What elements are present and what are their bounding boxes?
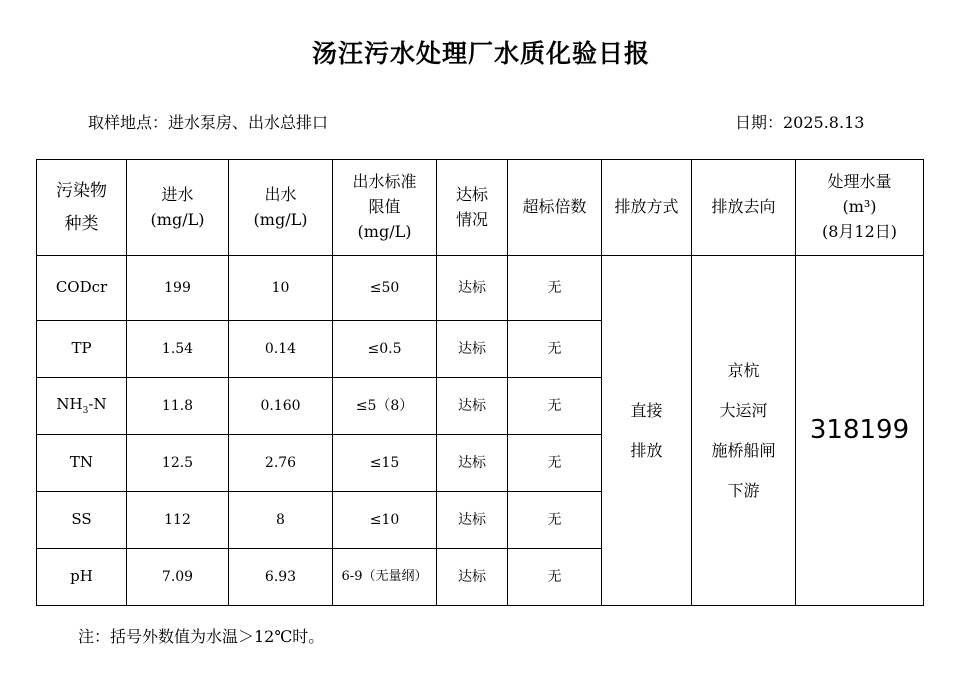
outflow-value: 10 [229,256,333,321]
header-pollutant-line2: 种类 [64,213,99,234]
header-volume-line3: (8月12日) [821,221,898,241]
inflow-value: 12.5 [127,435,229,492]
outflow-value: 0.14 [229,321,333,378]
table-header-row [37,160,924,256]
exceed-value: 无 [508,378,602,435]
discharge-destination-line: 施桥船闸 [711,440,776,460]
limit-value: ≤0.5 [333,321,437,378]
discharge-method [602,256,692,606]
status-value: 达标 [437,549,508,606]
footnote: 注：括号外数值为水温＞12℃时。 [78,627,325,646]
pollutant-name: pH [37,549,127,606]
header-volume-line2: (m³) [842,197,877,217]
status-value: 达标 [437,321,508,378]
discharge-destination-line: 京杭 [727,360,760,380]
limit-value: ≤5（8） [333,378,437,435]
exceed-value: 无 [508,256,602,321]
pollutant-name-tail: -N [88,394,107,413]
exceed-value: 无 [508,435,602,492]
status-value: 达标 [437,378,508,435]
report-date: 日期：2025.8.13 [735,113,865,132]
sampling-location: 取样地点：进水泵房、出水总排口 [88,113,329,132]
discharge-destination [692,256,796,606]
pollutant-name: TP [37,321,127,378]
outflow-value: 6.93 [229,549,333,606]
header-status-line1: 达标 [455,184,488,204]
header-method: 排放方式 [602,160,692,256]
pollutant-name: CODcr [37,256,127,321]
outflow-value: 0.160 [229,378,333,435]
header-inflow-line1: 进水 [161,184,194,204]
pollutant-name-main: NH [56,394,83,413]
discharge-destination-line: 下游 [727,480,760,500]
discharge-destination-line: 大运河 [719,400,768,420]
inflow-value: 7.09 [127,549,229,606]
limit-value: ≤15 [333,435,437,492]
limit-value: ≤50 [333,256,437,321]
header-outflow [229,160,333,256]
header-limit [333,160,437,256]
discharge-method-line: 直接 [630,400,663,420]
report-title: 汤汪污水处理厂水质化验日报 [311,39,650,68]
status-value: 达标 [437,256,508,321]
inflow-value: 199 [127,256,229,321]
header-outflow-line2: (mg/L) [253,209,308,229]
discharge-method-line: 排放 [630,440,663,460]
inflow-value: 112 [127,492,229,549]
exceed-value: 无 [508,321,602,378]
header-destination: 排放去向 [692,160,796,256]
header-inflow [127,160,229,256]
header-volume [796,160,924,256]
status-value: 达标 [437,492,508,549]
inflow-value: 11.8 [127,378,229,435]
header-status [437,160,508,256]
water-quality-table [36,159,924,606]
inflow-value: 1.54 [127,321,229,378]
header-inflow-line2: (mg/L) [150,209,205,229]
pollutant-name [37,378,127,435]
outflow-value: 8 [229,492,333,549]
treated-volume: 318199 [796,256,924,606]
pollutant-name-subscript: 3 [82,405,89,416]
header-outflow-line1: 出水 [264,184,297,204]
header-limit-line3: (mg/L) [357,221,412,241]
limit-value: ≤10 [333,492,437,549]
status-value: 达标 [437,435,508,492]
header-exceed: 超标倍数 [508,160,602,256]
pollutant-name: TN [37,435,127,492]
limit-value: 6-9（无量纲） [333,549,437,606]
header-status-line2: 情况 [455,209,488,229]
exceed-value: 无 [508,549,602,606]
exceed-value: 无 [508,492,602,549]
pollutant-name: SS [37,492,127,549]
header-pollutant-line1: 污染物 [56,181,107,202]
header-pollutant [37,160,127,256]
outflow-value: 2.76 [229,435,333,492]
header-limit-line1: 出水标准 [352,172,417,192]
table-row [37,256,924,321]
header-volume-line1: 处理水量 [827,172,892,192]
header-limit-line2: 限值 [368,197,401,217]
